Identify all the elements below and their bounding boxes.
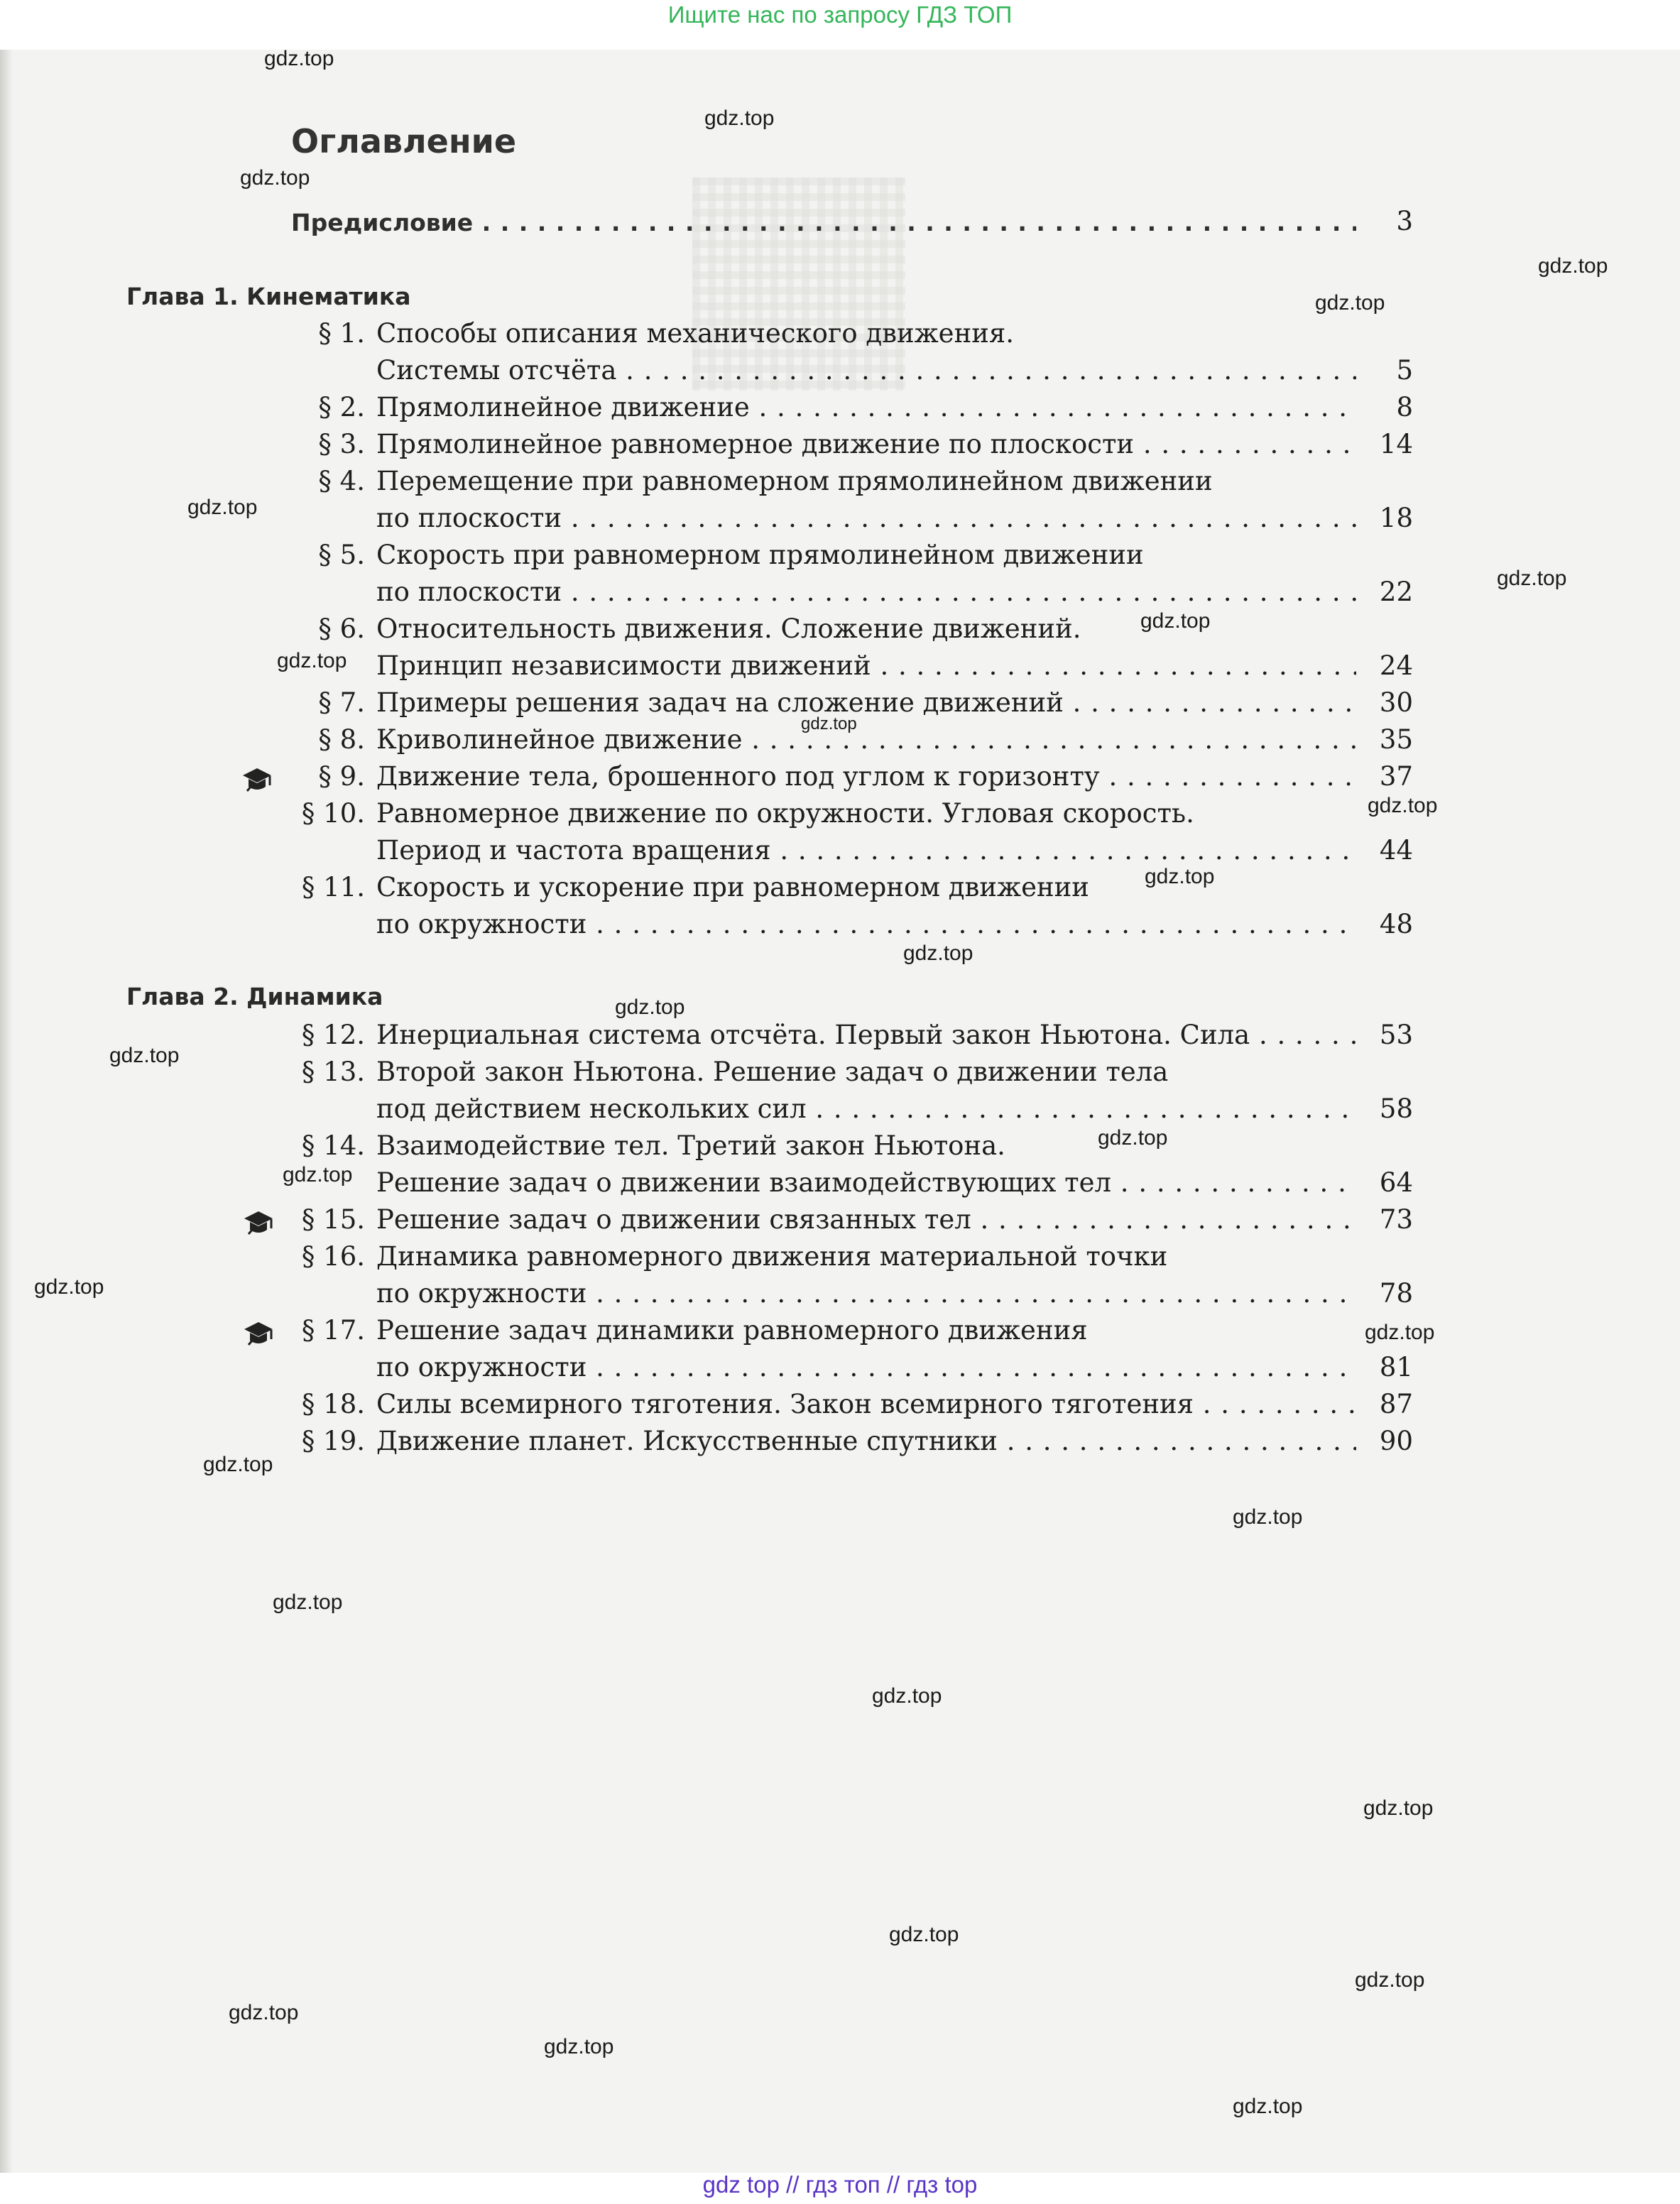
toc-page-13: 58 <box>1379 1093 1413 1124</box>
toc-section-17: § 17. <box>301 1315 365 1346</box>
toc-section-11: § 11. <box>301 872 365 902</box>
toc-section-14: § 14. <box>301 1130 365 1161</box>
toc-row-11[interactable] <box>0 872 1680 909</box>
toc-page-6: 24 <box>1379 650 1413 681</box>
toc-row-2[interactable] <box>0 392 1680 429</box>
toc-section-18: § 18. <box>301 1389 365 1419</box>
graduation-cap-icon <box>240 764 274 794</box>
toc-title-18-line-1: Силы всемирного тяготения. Закон всемирного тяготения . . . <box>376 1389 1356 1419</box>
toc-row-10-cont[interactable] <box>0 835 1680 872</box>
toc-title-19-line-1: Движение планет. Искусственные спутники . . . <box>376 1426 1356 1456</box>
graduation-cap-icon <box>241 1318 276 1348</box>
toc-page-4: 18 <box>1379 503 1413 533</box>
toc-title-11-line-2: по окружности . . . <box>376 909 1356 939</box>
toc-title-13-line-1: Второй закон Ньютона. Решение задач о движении тела <box>376 1057 1169 1087</box>
page-title: Оглавление <box>291 122 517 160</box>
graduation-cap-icon <box>241 1207 276 1237</box>
watermark: gdz.top <box>704 107 775 130</box>
toc-row-5-cont[interactable] <box>0 577 1680 613</box>
watermark: gdz.top <box>1098 1126 1168 1150</box>
toc-page-19: 90 <box>1379 1426 1413 1456</box>
watermark: gdz.top <box>544 2035 614 2058</box>
watermark: gdz.top <box>1365 1321 1435 1344</box>
toc-row-5[interactable] <box>0 540 1680 577</box>
toc-row-preface[interactable] <box>0 206 1680 243</box>
watermark: gdz.top <box>229 2001 299 2024</box>
bottom-banner[interactable]: gdz top // гдз топ // гдз top <box>702 2171 978 2198</box>
toc-title-6-line-1: Относительность движения. Сложение движений. <box>376 613 1081 644</box>
watermark: gdz.top <box>264 47 334 70</box>
watermark: gdz.top <box>187 496 258 519</box>
toc-row-6-cont[interactable] <box>0 650 1680 687</box>
toc-page-16: 78 <box>1379 1278 1413 1309</box>
toc-page-10: 44 <box>1379 835 1413 866</box>
toc-page-18: 87 <box>1379 1389 1413 1419</box>
toc-section-6: § 6. <box>318 613 365 644</box>
watermark: gdz.top <box>240 166 310 190</box>
watermark: gdz.top <box>273 1591 343 1614</box>
toc-page-2: 8 <box>1396 392 1413 422</box>
watermark: gdz.top <box>1145 865 1215 888</box>
watermark: gdz.top <box>1140 609 1211 633</box>
toc-page-1: 5 <box>1396 355 1413 386</box>
toc-row-11-cont[interactable] <box>0 909 1680 946</box>
toc-title-6-line-2: Принцип независимости движений . . . <box>376 650 1356 681</box>
toc-page-11: 48 <box>1379 909 1413 939</box>
toc-section-3: § 3. <box>318 429 365 459</box>
toc-title-14-line-1: Взаимодействие тел. Третий закон Ньютона. <box>376 1130 1005 1161</box>
toc-section-19: § 19. <box>301 1426 365 1456</box>
toc-title-17-line-1: Решение задач динамики равномерного движения <box>376 1315 1088 1346</box>
toc-section-15: § 15. <box>301 1204 365 1235</box>
watermark: gdz.top <box>801 714 857 733</box>
toc-row-17-cont[interactable] <box>0 1352 1680 1389</box>
toc-title-11-line-1: Скорость и ускорение при равномерном движении <box>376 872 1089 902</box>
watermark: gdz.top <box>872 1684 942 1708</box>
toc-title-16-line-1: Динамика равномерного движения материальной точки <box>376 1241 1168 1272</box>
toc-page-preface: 3 <box>1396 206 1413 236</box>
toc-row-6[interactable] <box>0 613 1680 650</box>
toc-title-1-line-2: Системы отсчёта . . . <box>376 355 1356 386</box>
watermark: gdz.top <box>203 1453 273 1476</box>
toc-page-17: 81 <box>1379 1352 1413 1382</box>
toc-section-16: § 16. <box>301 1241 365 1272</box>
toc-title-14-line-2: Решение задач о движении взаимодействующих тел . . . <box>376 1167 1356 1198</box>
watermark: gdz.top <box>615 995 685 1019</box>
toc-page-3: 14 <box>1379 429 1413 459</box>
toc-title-12-line-1: Инерциальная система отсчёта. Первый закон Ньютона. Сила . . . <box>376 1020 1356 1050</box>
chapter-heading-2: Глава 2. Динамика <box>126 983 383 1010</box>
toc-row-18[interactable] <box>0 1389 1680 1426</box>
toc-title-1-line-1: Способы описания механического движения. <box>376 318 1014 349</box>
toc-row-12[interactable] <box>0 1020 1680 1057</box>
watermark: gdz.top <box>1315 291 1385 315</box>
toc-section-7: § 7. <box>318 687 365 718</box>
toc-title-5-line-2: по плоскости . . . <box>376 577 1356 607</box>
chapter-heading-1: Глава 1. Кинематика <box>126 283 411 310</box>
toc-title-7-line-1: Примеры решения задач на сложение движений . . . <box>376 687 1356 718</box>
toc-section-5: § 5. <box>318 540 365 570</box>
watermark: gdz.top <box>1233 2095 1303 2118</box>
toc-row-16[interactable] <box>0 1241 1680 1278</box>
toc-row-15[interactable] <box>0 1204 1680 1241</box>
toc-title-preface: Предисловие . . . <box>291 209 1356 236</box>
toc-page-5: 22 <box>1379 577 1413 607</box>
toc-section-2: § 2. <box>318 392 365 422</box>
toc-title-10-line-1: Равномерное движение по окружности. Угловая скорость. <box>376 798 1194 829</box>
toc-page-7: 30 <box>1379 687 1413 718</box>
watermark: gdz.top <box>1233 1505 1303 1529</box>
watermark: gdz.top <box>1363 1796 1434 1820</box>
toc-row-16-cont[interactable] <box>0 1278 1680 1315</box>
toc-page-15: 73 <box>1379 1204 1413 1235</box>
toc-title-8-line-1: Криволинейное движение . . . <box>376 724 1356 755</box>
toc-title-2-line-1: Прямолинейное движение . . . <box>376 392 1356 422</box>
toc-page-12: 53 <box>1379 1020 1413 1050</box>
watermark: gdz.top <box>889 1923 959 1946</box>
toc-page-8: 35 <box>1379 724 1413 755</box>
toc-section-9: § 9. <box>318 761 365 792</box>
toc-section-12: § 12. <box>301 1020 365 1050</box>
toc-title-3-line-1: Прямолинейное равномерное движение по плоскости . . . <box>376 429 1356 459</box>
toc-page-9: 37 <box>1379 761 1413 792</box>
watermark: gdz.top <box>34 1275 104 1299</box>
toc-title-4-line-1: Перемещение при равномерном прямолинейном движении <box>376 466 1213 496</box>
toc-section-13: § 13. <box>301 1057 365 1087</box>
toc-row-3[interactable] <box>0 429 1680 466</box>
watermark: gdz.top <box>283 1163 353 1186</box>
toc-page-14: 64 <box>1379 1167 1413 1198</box>
top-banner[interactable]: Ищите нас по запросу ГДЗ ТОП <box>667 1 1013 28</box>
toc-title-15-line-1: Решение задач о движении связанных тел . . . <box>376 1204 1356 1235</box>
toc-title-4-line-2: по плоскости . . . <box>376 503 1356 533</box>
toc-section-4: § 4. <box>318 466 365 496</box>
toc-title-5-line-1: Скорость при равномерном прямолинейном движении <box>376 540 1144 570</box>
toc-title-13-line-2: под действием нескольких сил . . . <box>376 1093 1356 1124</box>
toc-row-1-cont[interactable] <box>0 355 1680 392</box>
watermark: gdz.top <box>1497 567 1567 590</box>
watermark: gdz.top <box>277 649 347 672</box>
toc-row-9[interactable] <box>0 761 1680 798</box>
watermark: gdz.top <box>109 1044 180 1067</box>
toc-title-10-line-2: Период и частота вращения . . . <box>376 835 1356 866</box>
toc-row-14[interactable] <box>0 1130 1680 1167</box>
toc-title-16-line-2: по окружности . . . <box>376 1278 1356 1309</box>
watermark: gdz.top <box>1368 794 1438 817</box>
watermark: gdz.top <box>903 942 973 965</box>
toc-section-1: § 1. <box>318 318 365 349</box>
toc-section-10: § 10. <box>301 798 365 829</box>
toc-title-17-line-2: по окружности . . . <box>376 1352 1356 1382</box>
toc-row-13-cont[interactable] <box>0 1093 1680 1130</box>
toc-row-1[interactable] <box>0 318 1680 355</box>
toc-section-8: § 8. <box>318 724 365 755</box>
watermark: gdz.top <box>1538 254 1608 278</box>
toc-row-14-cont[interactable] <box>0 1167 1680 1204</box>
watermark: gdz.top <box>1355 1968 1425 1992</box>
toc-row-13[interactable] <box>0 1057 1680 1093</box>
toc-title-9-line-1: Движение тела, брошенного под углом к горизонту . . . <box>376 761 1356 792</box>
